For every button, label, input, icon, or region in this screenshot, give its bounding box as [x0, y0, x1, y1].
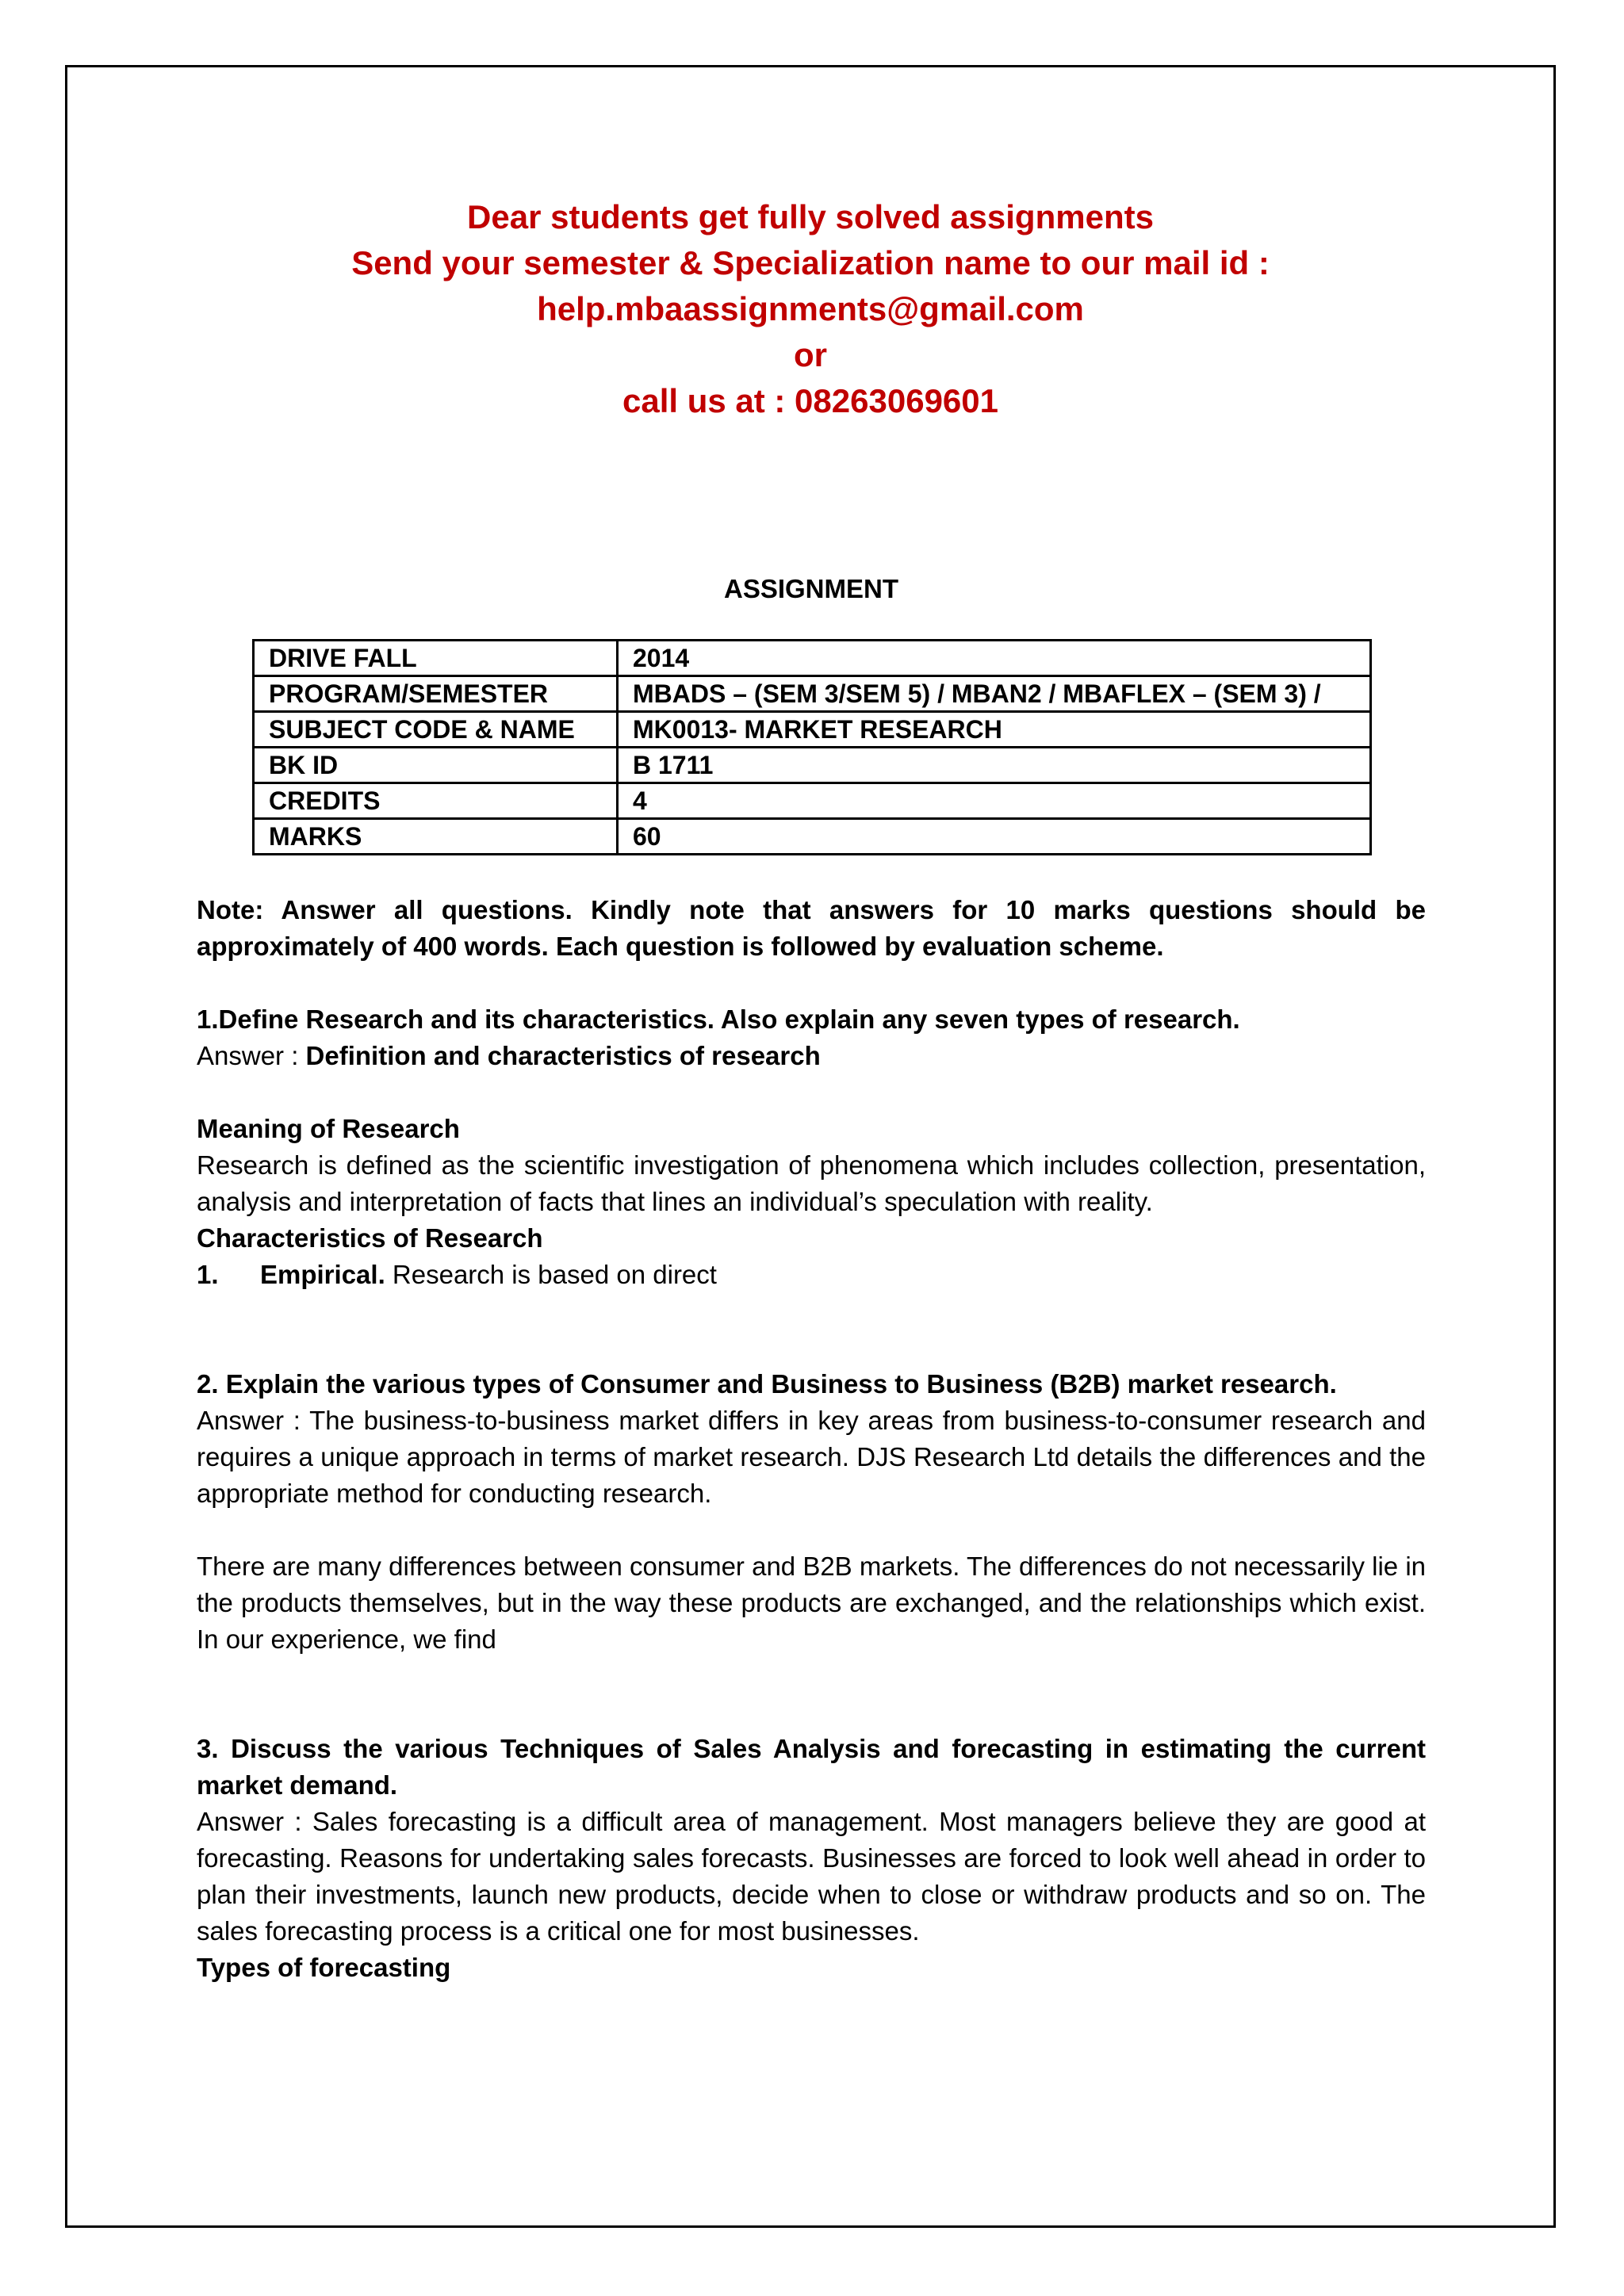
table-key: SUBJECT CODE & NAME — [254, 712, 618, 748]
table-row — [254, 712, 1371, 748]
table-row — [254, 819, 1371, 855]
table-key: MARKS — [254, 819, 618, 855]
answer-2-paragraph-2: There are many differences between consumer and B2B markets. The differences do not necessarily lie in the products themselves, but in the way these products are exchanged, and the relationships which exist. In our experience, we find — [197, 1552, 1427, 1654]
table-value: MBADS – (SEM 3/SEM 5) / MBAN2 / MBAFLEX – (SEM 3) / — [618, 676, 1371, 712]
question-3: 3. Discuss the various Techniques of Sales Analysis and forecasting in estimating the current market demand. — [197, 1734, 1426, 1800]
table-value: 2014 — [618, 641, 1371, 676]
table-value: MK0013- MARKET RESEARCH — [618, 712, 1371, 748]
table-row — [254, 748, 1371, 783]
characteristic-item — [197, 1257, 1426, 1293]
promo-or: or — [794, 336, 827, 373]
table-row — [254, 676, 1371, 712]
question-1: 1.Define Research and its characteristics. Also explain any seven types of research. — [197, 1004, 1240, 1034]
promo-call: call us at : 08263069601 — [622, 382, 999, 419]
document-body — [197, 571, 1426, 1986]
table-value: B 1711 — [618, 748, 1371, 783]
meaning-text: Research is defined as the scientific investigation of phenomena which includes collection, presentation, analysis and interpretation of facts that lines an individual’s speculation with reality. — [197, 1150, 1426, 1216]
item-term: Empirical. — [260, 1260, 385, 1289]
answer-2: Answer : The business-to-business market differs in key areas from business-to-consumer research and requires a unique approach in terms of market research. DJS Research Ltd details the differences and the appropriate method for conducting research. — [197, 1406, 1426, 1508]
assignment-info-table — [252, 639, 1372, 855]
table-key: DRIVE FALL — [254, 641, 618, 676]
table-value: 4 — [618, 783, 1371, 819]
meaning-heading: Meaning of Research — [197, 1114, 460, 1143]
characteristics-heading: Characteristics of Research — [197, 1223, 543, 1253]
table-value: 60 — [618, 819, 1371, 855]
item-number: 1. — [197, 1260, 219, 1289]
promo-line-2: Send your semester & Specialization name to our mail id : — [351, 244, 1270, 281]
table-key: PROGRAM/SEMESTER — [254, 676, 618, 712]
item-text: Research is based on direct — [385, 1260, 717, 1289]
table-key: BK ID — [254, 748, 618, 783]
promo-line-1: Dear students get fully solved assignments — [467, 198, 1154, 235]
answer-3: Answer : Sales forecasting is a difficult area of management. Most managers believe they are good at forecasting. Reasons for undertaking sales forecasts. Businesses are forced to look well ahead in order to plan their investments, launch new products, decide when to close or withdraw products and so on. The sales forecasting process is a critical one for most businesses. — [197, 1807, 1426, 1946]
answer-1-heading: Definition and characteristics of research — [305, 1041, 821, 1070]
page-title: ASSIGNMENT — [723, 574, 898, 603]
types-heading: Types of forecasting — [197, 1953, 451, 1982]
answer-prefix: Answer : — [197, 1041, 306, 1070]
answer-1-intro — [197, 1038, 1426, 1074]
question-2: 2. Explain the various types of Consumer and Business to Business (B2B) market research. — [197, 1369, 1337, 1399]
table-row — [254, 783, 1371, 819]
instructions-note: Note: Answer all questions. Kindly note that answers for 10 marks questions should be approximately of 400 words. Each question is followed by evaluation scheme. — [197, 895, 1426, 961]
promo-email[interactable]: help.mbaassignments@gmail.com — [537, 290, 1084, 327]
promo-block — [65, 194, 1556, 424]
table-key: CREDITS — [254, 783, 618, 819]
table-row — [254, 641, 1371, 676]
